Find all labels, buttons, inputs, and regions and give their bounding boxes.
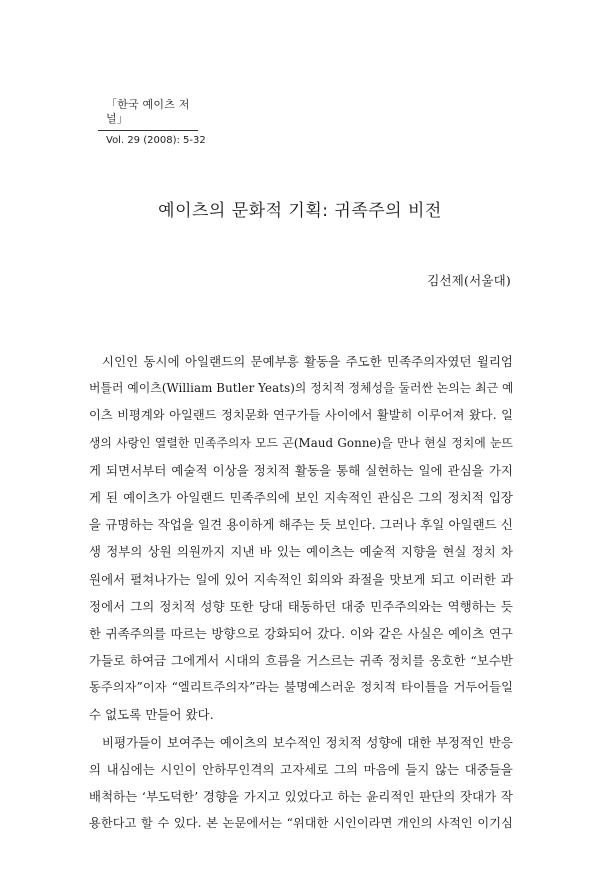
paragraph-line: 동주의자”이자 “엘리트주의자”라는 불명예스러운 정치적 타이틀을 거두어들일 [89, 680, 513, 695]
paragraph-line: 수 없도록 만들어 왔다. [89, 707, 214, 723]
paragraph-line: 가들로 하여금 그에게서 시대의 흐름을 거스르는 귀족 정치를 옹호한 “보수반 [89, 653, 513, 669]
paragraph-line: 을 규명하는 작업을 일견 용이하게 해주는 듯 보인다. 그러나 후일 아일랜드 신 [89, 517, 513, 533]
body-text [89, 348, 513, 837]
paragraph-line: 정에서 그의 정치적 성향 또한 당대 태동하던 대중 민주주의와는 역행하는 듯 [89, 598, 513, 614]
paragraph-line: 게 되면서부터 예술적 이상을 정치적 활동을 통해 실현하는 일에 관심을 가지 [89, 462, 513, 478]
journal-header [98, 98, 206, 147]
paragraph-line: 시인인 동시에 아일랜드의 문예부흥 활동을 주도한 민족주의자였던 윌리엄 [102, 354, 513, 369]
paragraph-line: 한 귀족주의를 따르는 방향으로 강화되어 갔다. 이와 같은 사실은 예이츠 연구 [89, 625, 513, 641]
journal-volume: Vol. 29 (2008): 5-32 [106, 135, 206, 146]
paragraph-line: 생의 사랑인 열렬한 민족주의자 모드 곤(Maud Gonne)을 만나 현실 정치에 눈뜨 [89, 435, 513, 450]
paragraph-line: 용한다고 할 수 있다. 본 논문에서는 “위대한 시인이라면 개인의 사적인 이기심 [89, 816, 513, 831]
paragraph-line: 버틀러 예이츠(William Butler Yeats)의 정치적 정체성을 둘러싼 논의는 최근 예 [89, 381, 513, 396]
journal-name: 「한국 예이츠 저널」 [106, 98, 190, 125]
paper-title: 예이츠의 문화적 기획: 귀족주의 비전 [158, 201, 442, 221]
journal-divider [98, 130, 198, 131]
paragraph-line: 이츠 비평계와 아일랜드 정치문화 연구가들 사이에서 활발히 이루어져 왔다. 일 [89, 408, 513, 423]
paragraph-line: 생 정부의 상원 의원까지 지낸 바 있는 예이츠는 예술적 지향을 현실 정치 차 [89, 544, 513, 560]
paragraph-line: 원에서 펼쳐나가는 일에 있어 지속적인 회의와 좌절을 맛보게 되고 이러한 과 [89, 571, 513, 587]
paragraph-line: 배척하는 ‘부도덕한’ 경향을 가지고 있었다고 하는 윤리적인 판단의 잣대가 작 [89, 789, 513, 804]
paragraph-line: 의 내심에는 시인이 안하무인격의 고자세로 그의 마음에 들지 않는 대중들을 [89, 761, 513, 777]
author-name: 김선제(서울대) [427, 273, 511, 288]
paragraph-line: 게 된 예이츠가 아일랜드 민족주의에 보인 지속적인 관심은 그의 정치적 입장 [89, 489, 513, 505]
paragraph-line: 비평가들이 보여주는 예이츠의 보수적인 정치적 성향에 대한 부정적인 반응 [102, 734, 513, 750]
